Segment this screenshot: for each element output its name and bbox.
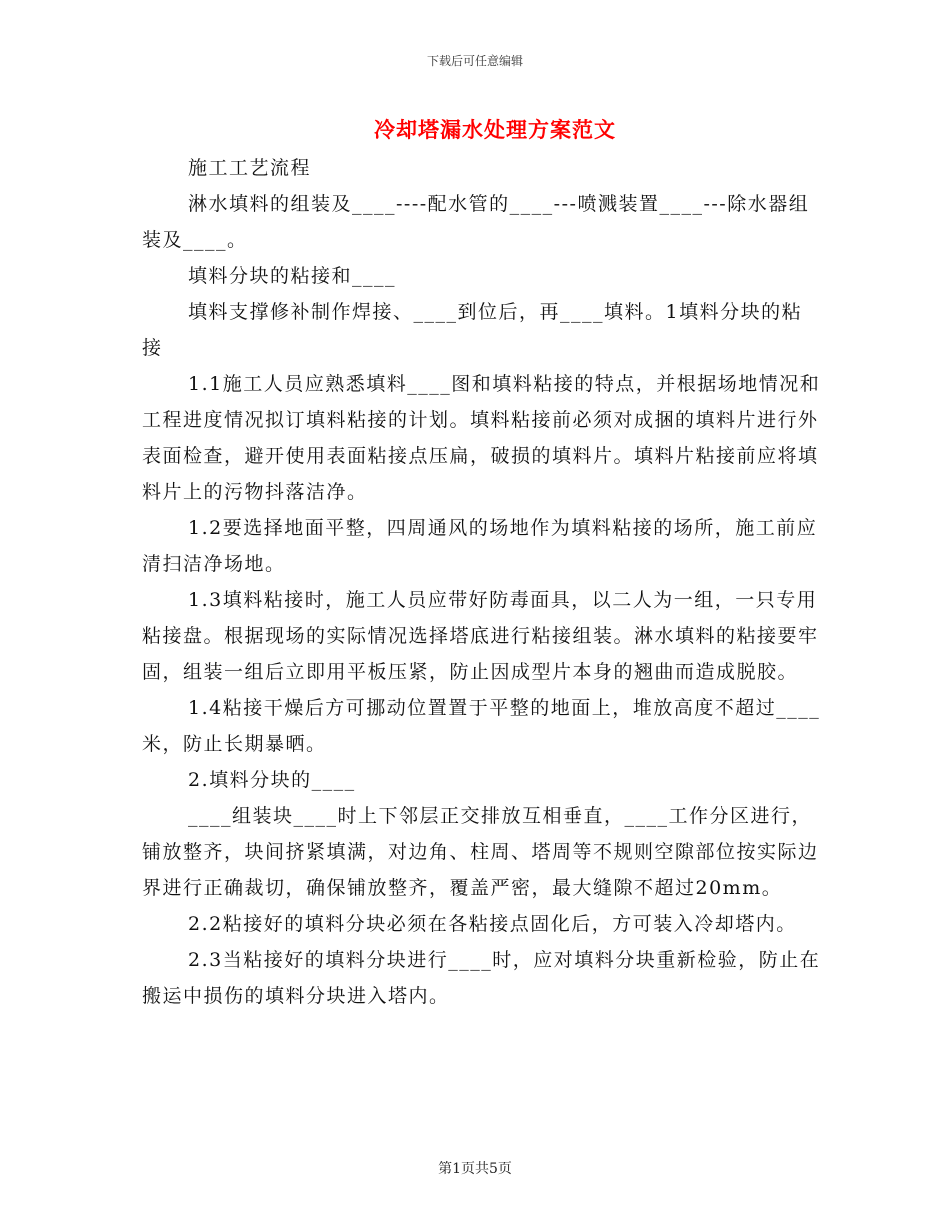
- paragraph-2-3: 2.3当粘接好的填料分块进行____时，应对填料分块重新检验，防止在搬运中损伤的填料分块进入塔内。: [142, 949, 821, 1007]
- page-number-footer: 第1页共5页: [438, 1161, 512, 1177]
- paragraph-2-heading: 2.填料分块的____: [188, 769, 356, 791]
- paragraph-1-2: 1.2要选择地面平整，四周通风的场地作为填料粘接的场所，施工前应清扫洁净场地。: [142, 517, 818, 575]
- paragraph-2-1: ____组装块____时上下邻层正交排放互相垂直，____工作分区进行，铺放整齐，块间挤紧填满，对边角、柱周、塔周等不规则空隙部位按实际边界进行正确裁切，确保铺放整齐，覆盖严密，最大缝隙不超过20mm。: [142, 805, 819, 899]
- document-body: [142, 150, 822, 1014]
- document-title: 冷却塔漏水处理方案范文: [374, 117, 616, 142]
- paragraph-2-2: 2.2粘接好的填料分块必须在各粘接点固化后，方可装入冷却塔内。: [188, 913, 797, 935]
- paragraph-support-repair: 填料支撑修补制作焊接、____到位后，再____填料。1填料分块的粘接: [142, 301, 803, 359]
- paragraph-process-heading: 施工工艺流程: [188, 157, 312, 179]
- paragraph-process-flow: 淋水填料的组装及____----配水管的____---喷溅装置____---除水器组装及____。: [142, 193, 810, 251]
- paragraph-1-4: 1.4粘接干燥后方可挪动位置置于平整的地面上，堆放高度不超过____米，防止长期暴晒。: [142, 697, 821, 755]
- paragraph-1-1: 1.1施工人员应熟悉填料____图和填料粘接的特点，并根据场地情况和工程进度情况拟订填料粘接的计划。填料粘接前必须对成捆的填料片进行外表面检查，避开使用表面粘接点压扁，破损的填料片。填料片粘接前应将填料片上的污物抖落洁净。: [142, 373, 821, 503]
- header-note: 下载后可任意编辑: [426, 54, 523, 68]
- paragraph-bonding-heading: 填料分块的粘接和____: [188, 265, 397, 287]
- paragraph-1-3: 1.3填料粘接时，施工人员应带好防毒面具，以二人为一组，一只专用粘接盘。根据现场的实际情况选择塔底进行粘接组装。淋水填料的粘接要牢固，组装一组后立即用平板压紧，防止因成型片本身的翘曲而造成脱胶。: [142, 589, 819, 683]
